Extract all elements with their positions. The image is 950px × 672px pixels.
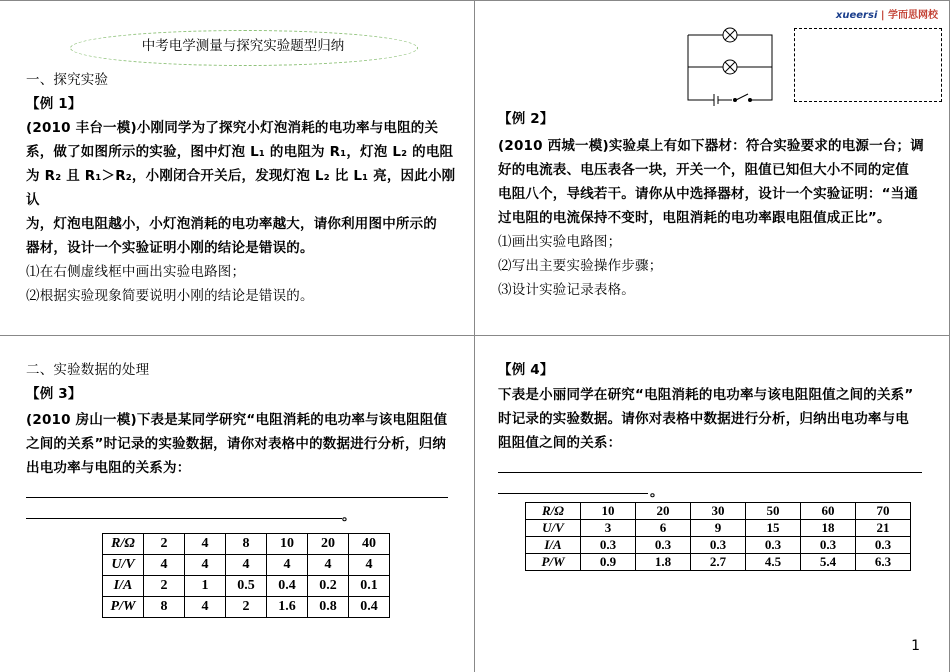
- table-cell: 0.3: [856, 537, 911, 554]
- table-row: [103, 534, 390, 555]
- table-cell: 4: [226, 555, 267, 576]
- text-line: 器材，设计一个实验证明小刚的结论是错误的。: [26, 240, 314, 256]
- table-cell: 0.4: [349, 597, 390, 618]
- section-heading-2: 二、实验数据的处理: [26, 362, 150, 378]
- table-cell: 4: [267, 555, 308, 576]
- table-cell: 4: [144, 555, 185, 576]
- table-cell: 18: [801, 520, 856, 537]
- table-cell: 5.4: [801, 554, 856, 571]
- table-cell: U/V: [526, 520, 581, 537]
- table-cell: 40: [349, 534, 390, 555]
- text-line: 为，灯泡电阻越小，小灯泡消耗的电功率越大，请你利用图中所示的: [26, 216, 437, 232]
- end-mark: 。: [342, 508, 356, 524]
- table-cell: P/W: [103, 597, 144, 618]
- example-3-label: 【例 3】: [26, 386, 82, 402]
- text-line: ⑶设计实验记录表格。: [498, 282, 635, 298]
- table-cell: 0.9: [581, 554, 636, 571]
- table-cell: 20: [636, 503, 691, 520]
- table-cell: 20: [308, 534, 349, 555]
- horizontal-divider: [0, 335, 950, 336]
- example-2-text: [498, 134, 938, 302]
- example-4-text: [498, 383, 938, 455]
- vertical-divider: [474, 0, 475, 672]
- text-line: 好的电流表、电压表各一块，开关一个，阻值已知但大小不同的定值: [498, 162, 909, 178]
- table-cell: U/V: [103, 555, 144, 576]
- table-cell: 6.3: [856, 554, 911, 571]
- text-line: 电阻八个，导线若干。请你从中选择器材，设计一个实验证明：“当通: [498, 186, 919, 202]
- table-row: [103, 576, 390, 597]
- table-row: [526, 520, 911, 537]
- text-line: ⑵根据实验现象简要说明小刚的结论是错误的。: [26, 288, 314, 304]
- dashed-answer-box: [794, 28, 942, 102]
- table-row: [103, 597, 390, 618]
- text-line: 时记录的实验数据。请你对表格中数据进行分析，归纳出电功率与电: [498, 411, 909, 427]
- table-cell: R/Ω: [526, 503, 581, 520]
- table-cell: 4: [185, 534, 226, 555]
- answer-line-2[interactable]: [26, 518, 342, 519]
- data-table-3: [102, 533, 390, 618]
- logo: xueersi | 学而思网校: [835, 10, 938, 21]
- table-cell: 0.8: [308, 597, 349, 618]
- table-cell: 30: [691, 503, 746, 520]
- table-cell: 4: [308, 555, 349, 576]
- table-cell: 0.4: [267, 576, 308, 597]
- table-cell: 2: [144, 576, 185, 597]
- table-cell: 2: [226, 597, 267, 618]
- text-line: 出电功率与电阻的关系为：: [26, 460, 191, 476]
- text-line: (2010 房山一模)下表是某同学研究“电阻消耗的电功率与该电阻阻值: [26, 412, 448, 428]
- top-border: [0, 0, 950, 1]
- answer-line-1[interactable]: [26, 497, 448, 498]
- table-cell: 0.3: [691, 537, 746, 554]
- table-cell: 10: [581, 503, 636, 520]
- table-cell: 2: [144, 534, 185, 555]
- page-title: 中考电学测量与探究实验题型归纳: [141, 38, 345, 54]
- end-mark: 。: [650, 484, 664, 500]
- text-line: (2010 西城一模)实验桌上有如下器材：符合实验要求的电源一台；调: [498, 138, 924, 154]
- text-line: 为 R₂ 且 R₁＞R₂，小刚闭合开关后，发现灯泡 L₂ 比 L₁ 亮，因此小刚认: [26, 168, 456, 208]
- table-cell: 4: [185, 597, 226, 618]
- table-cell: 2.7: [691, 554, 746, 571]
- table-cell: 60: [801, 503, 856, 520]
- example-3-text: [26, 408, 466, 480]
- table-row: [103, 555, 390, 576]
- table-cell: 21: [856, 520, 911, 537]
- table-cell: P/W: [526, 554, 581, 571]
- text-line: 之间的关系”时记录的实验数据，请你对表格中的数据进行分析，归纳: [26, 436, 447, 452]
- text-line: 过电阻的电流保持不变时，电阻消耗的电功率跟电阻值成正比”。: [498, 210, 891, 226]
- table-cell: 6: [636, 520, 691, 537]
- table-cell: 0.3: [801, 537, 856, 554]
- table-row: [526, 503, 911, 520]
- table-cell: 1.8: [636, 554, 691, 571]
- table-cell: 4: [349, 555, 390, 576]
- table-cell: 1: [185, 576, 226, 597]
- table-cell: 9: [691, 520, 746, 537]
- text-line: 下表是小丽同学在研究“电阻消耗的电功率与该电阻阻值之间的关系”: [498, 387, 914, 403]
- section-heading-1: 一、探究实验: [26, 72, 109, 88]
- table-cell: 0.5: [226, 576, 267, 597]
- text-line: ⑴画出实验电路图；: [498, 234, 622, 250]
- table-cell: 10: [267, 534, 308, 555]
- table-cell: 0.3: [746, 537, 801, 554]
- circuit-diagram: [680, 22, 780, 106]
- table-cell: 0.3: [581, 537, 636, 554]
- example-1-label: 【例 1】: [26, 96, 82, 112]
- table-cell: 4: [185, 555, 226, 576]
- data-table-4: [525, 502, 911, 571]
- table-cell: 8: [226, 534, 267, 555]
- table-cell: 4.5: [746, 554, 801, 571]
- answer-line-2[interactable]: [498, 493, 648, 494]
- text-line: 阻阻值之间的关系：: [498, 435, 622, 451]
- table-cell: 0.2: [308, 576, 349, 597]
- example-2-label: 【例 2】: [498, 111, 554, 127]
- table-cell: 3: [581, 520, 636, 537]
- table-cell: I/A: [526, 537, 581, 554]
- answer-line-1[interactable]: [498, 472, 922, 473]
- table-cell: 70: [856, 503, 911, 520]
- table-cell: 15: [746, 520, 801, 537]
- text-line: ⑵写出主要实验操作步骤；: [498, 258, 663, 274]
- example-1-text: [26, 116, 466, 308]
- table-cell: 0.3: [636, 537, 691, 554]
- table-row: [526, 554, 911, 571]
- page-number: 1: [911, 638, 920, 654]
- table-cell: R/Ω: [103, 534, 144, 555]
- table-cell: I/A: [103, 576, 144, 597]
- text-line: (2010 丰台一模)小刚同学为了探究小灯泡消耗的电功率与电阻的关: [26, 120, 439, 136]
- table-cell: 50: [746, 503, 801, 520]
- example-4-label: 【例 4】: [498, 362, 554, 378]
- table-cell: 1.6: [267, 597, 308, 618]
- table-cell: 0.1: [349, 576, 390, 597]
- text-line: ⑴在右侧虚线框中画出实验电路图；: [26, 264, 246, 280]
- text-line: 系，做了如图所示的实验，图中灯泡 L₁ 的电阻为 R₁，灯泡 L₂ 的电阻: [26, 144, 454, 160]
- table-row: [526, 537, 911, 554]
- table-cell: 8: [144, 597, 185, 618]
